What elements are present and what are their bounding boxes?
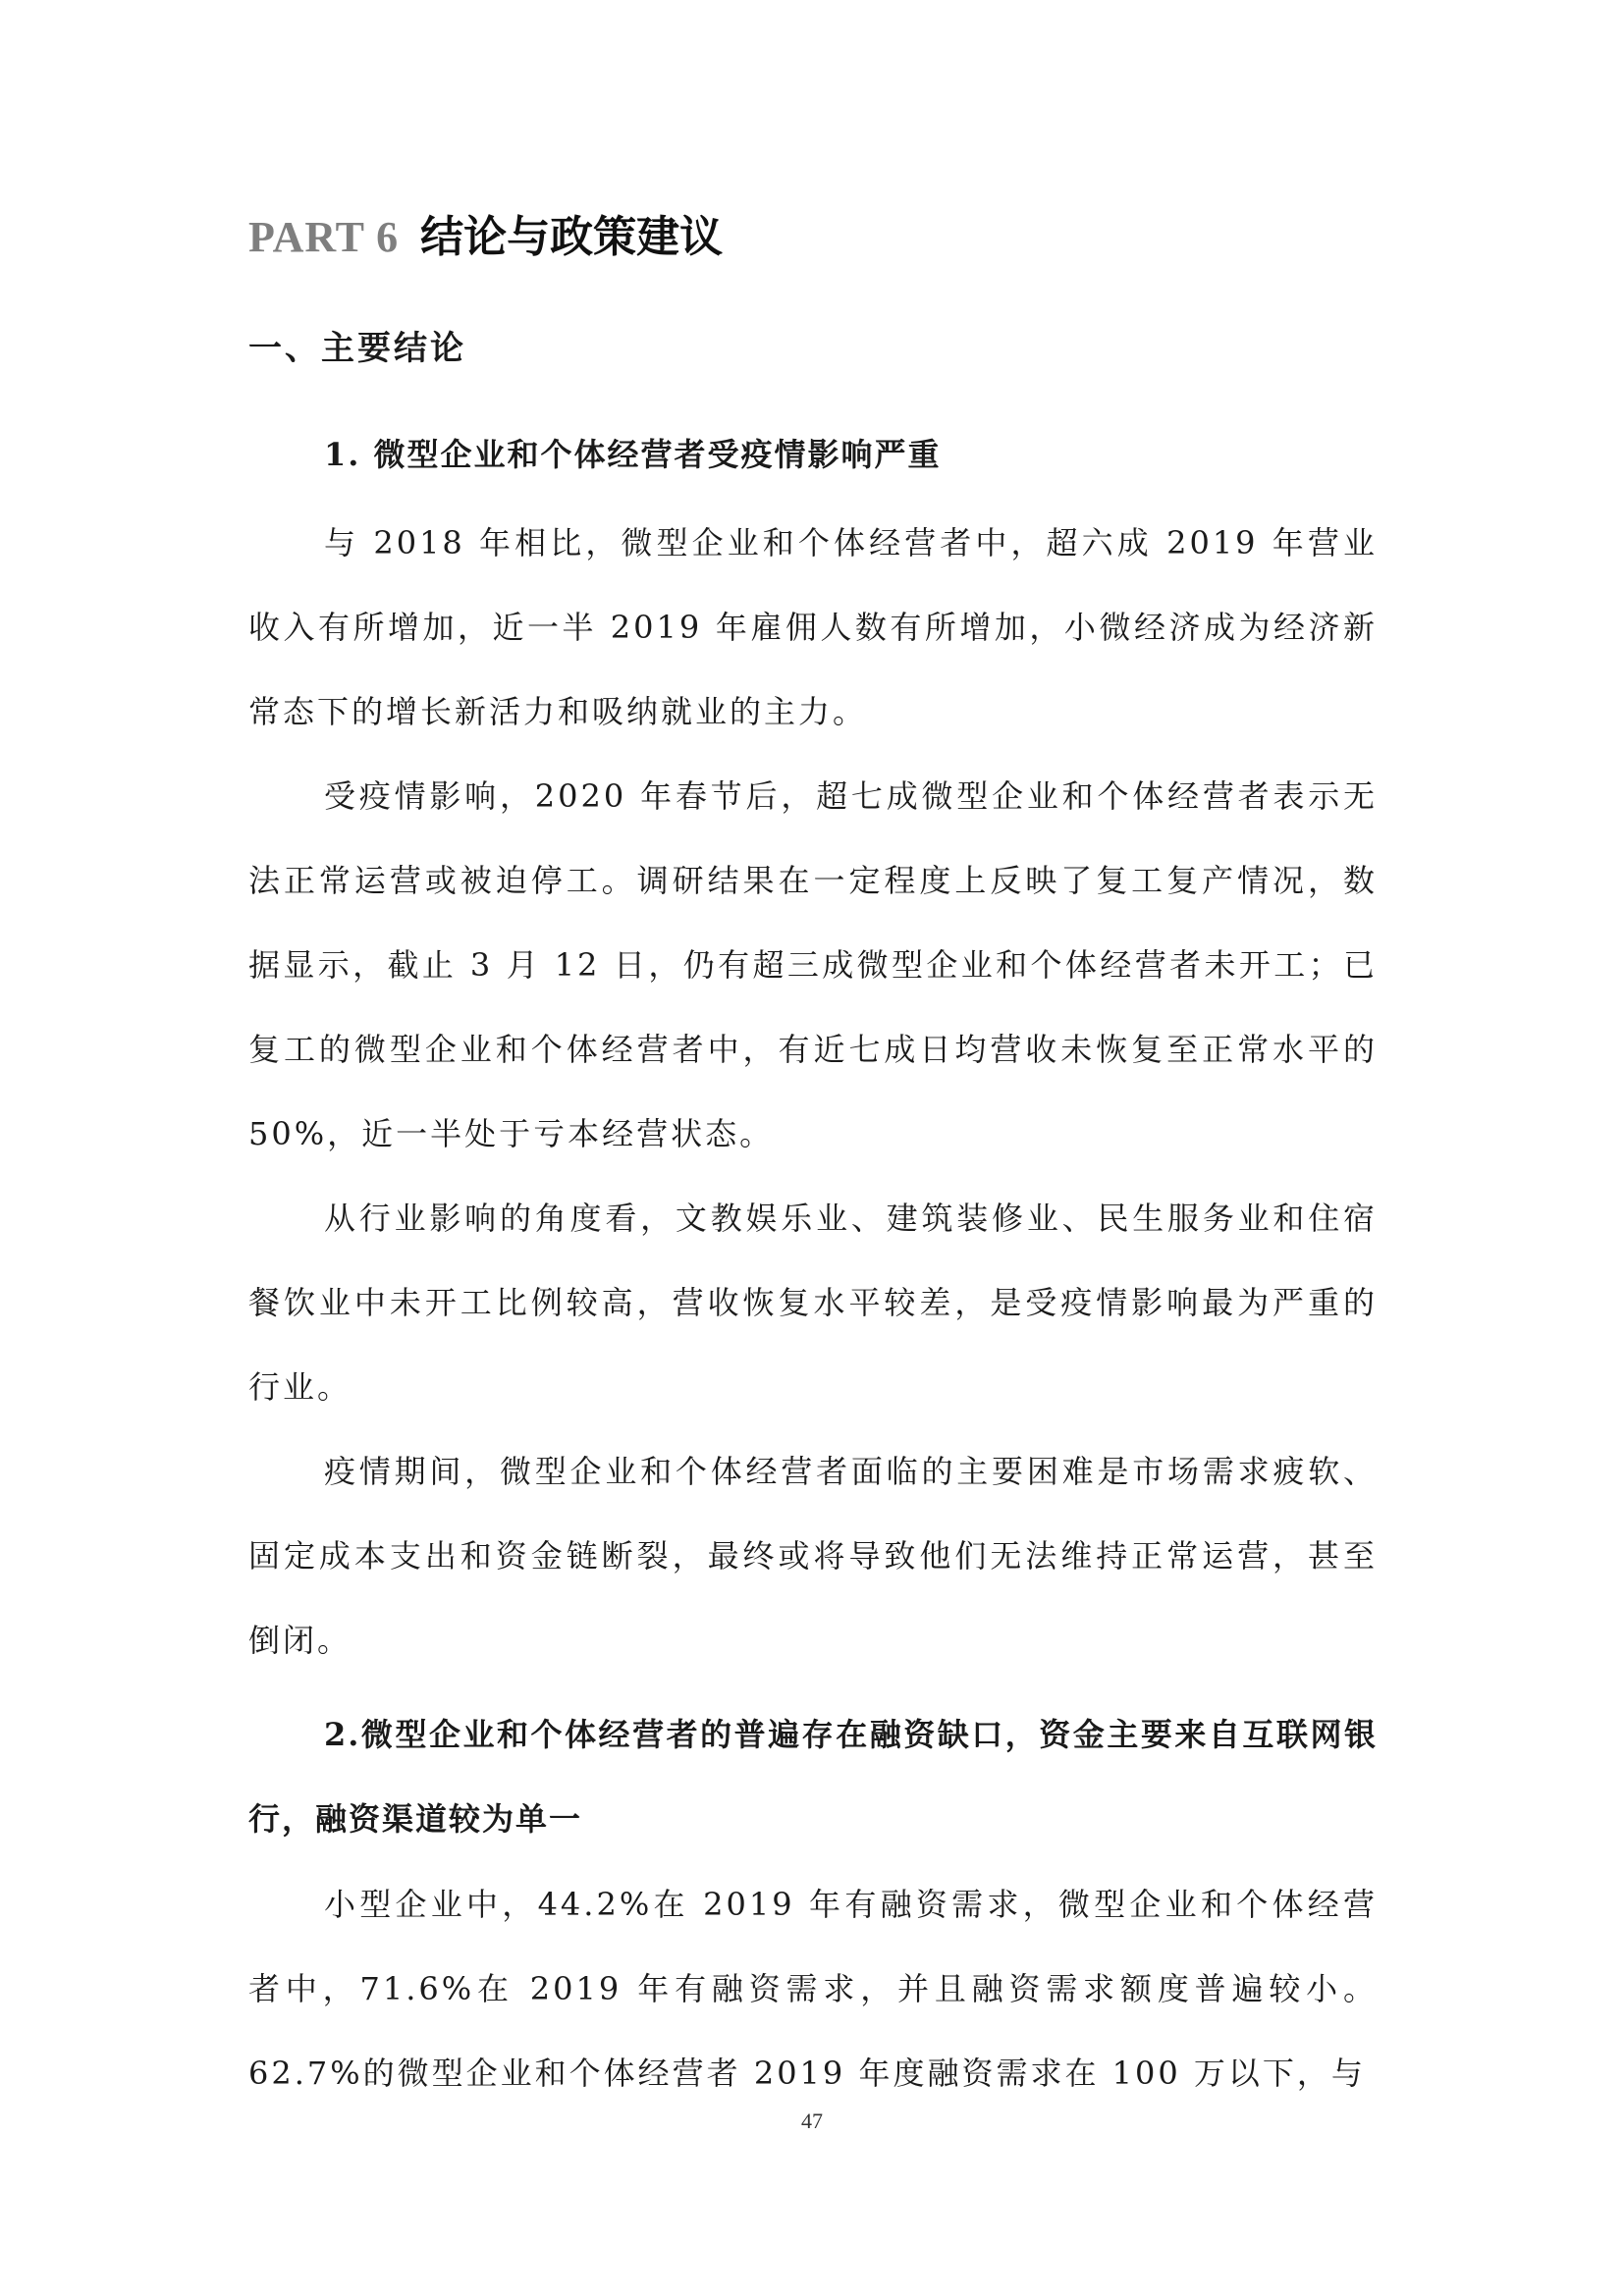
chapter-title [248,208,723,267]
paragraph: 小型企业中，44.2%在 2019 年有融资需求，微型企业和个体经营者中，71.6%在 2019 年有融资需求，并且融资需求额度普遍较小。62.7%的微型企业和个体经营者 2019 年度融资需求在 100 万以下，与 [248,1886,1378,2092]
part-title-text: 结论与政策建议 [420,212,724,262]
page-number: 47 [801,2109,823,2133]
part-label: PART 6 [248,213,400,261]
subsection-heading-1: 1. 微型企业和个体经营者受疫情影响严重 [324,436,942,473]
subsection-heading-2: 2.微型企业和个体经营者的普遍存在融资缺口，资金主要来自互联网银行，融资渠道较为单一 [248,1716,1378,1838]
paragraph: 从行业影响的角度看，文教娱乐业、建筑装修业、民生服务业和住宿餐饮业中未开工比例较高，营收恢复水平较差，是受疫情影响最为严重的行业。 [248,1200,1378,1406]
paragraph: 受疫情影响，2020 年春节后，超七成微型企业和个体经营者表示无法正常运营或被迫停工。调研结果在一定程度上反映了复工复产情况，数据显示，截止 3 月 12 日，仍有超三成微型企业和个体经营者未开工；已复工的微型企业和个体经营者中，有近七成日均营收未恢复至正常水平的 50%，近一半处于亏本经营状态。 [248,777,1378,1152]
section-heading: 一、主要结论 [248,329,466,368]
paragraph: 与 2018 年相比，微型企业和个体经营者中，超六成 2019 年营业收入有所增加，近一半 2019 年雇佣人数有所增加，小微经济成为经济新常态下的增长新活力和吸纳就业的主力。 [248,524,1378,730]
paragraph: 疫情期间，微型企业和个体经营者面临的主要困难是市场需求疲软、固定成本支出和资金链断裂，最终或将导致他们无法维持正常运营，甚至倒闭。 [248,1453,1378,1659]
